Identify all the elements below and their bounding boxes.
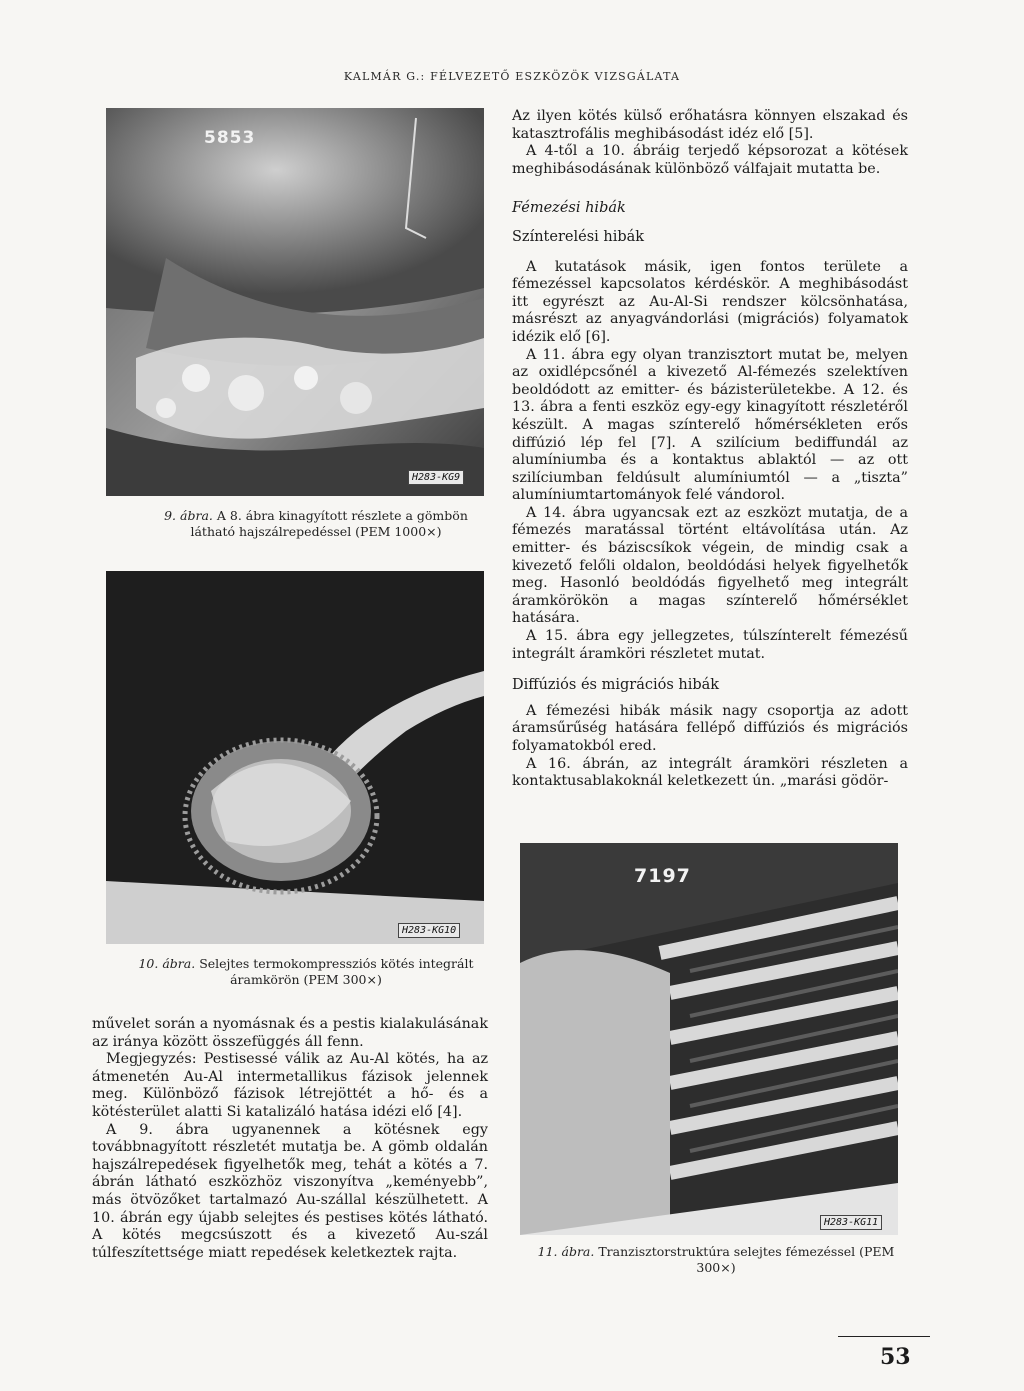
figure-11-image (520, 843, 898, 1235)
figure-10-caption (120, 956, 492, 988)
figure-11-code-label: H283-KG11 (820, 1215, 882, 1230)
figure-10-caption-text: Selejtes termokompressziós kötés integrált áramkörön (PEM 300×) (199, 956, 474, 987)
paragraph: A 11. ábra egy olyan tranzisztort mutat be, melyen az oxidlépcsőnél a kivezető Al-fémezés szelektíven beoldódott az emitter- és bázisterületekbe. A 12. és 13. ábra a fenti eszköz egy-egy kinagyított részletéről készült. A magas színterelő hőmérsékleten erős diffúzió lép fel [7]. A szilícium bediffundál az alumíniumba és a kontaktus ablaktól — az ott szilíciumban feldúsult alumíniumtól — a „tiszta” alumíniumtartományok felé vándorol. (512, 346, 908, 504)
paragraph: A 16. ábrán, az integrált áramköri részleten a kontaktusablakoknál keletkezett ún. „marási gödör- (512, 755, 908, 790)
figure-10-photo (106, 571, 484, 944)
right-column-text (512, 108, 908, 791)
figure-11-caption-text: Tranzisztorstruktúra selejtes fémezéssel (PEM 300×) (598, 1244, 895, 1275)
paragraph: A 14. ábra ugyancsak ezt az eszközt mutatja, de a fémezés maratással történt eltávolítása után. Az emitter- és báziscsíkok végein, de mindig csak a kivezető felőli oldalon, beoldódási helyek figyelhetők meg. Hasonló beoldódás figyelhető meg integrált áramkörökön a magas színterelő hőmérséklet hatására. (512, 504, 908, 627)
paragraph: Megjegyzés: Pestisessé válik az Au-Al kötés, ha az átmenetén Au-Al intermetallikus fázisok jelennek meg. Különböző fázisok létrejöttét a hő- és a kötésterület alatti Si katalizáló hatása idézi elő [4]. (92, 1051, 488, 1120)
figure-9-caption-number: 9. ábra. (164, 508, 213, 523)
figure-11-photo (520, 843, 898, 1235)
paragraph: A fémezési hibák másik nagy csoportja az adott áramsűrűség hatására fellépő diffúziós és migrációs folyamatokból ered. (512, 702, 908, 754)
paragraph: A 4-től a 10. ábráig terjedő képsorozat a kötések meghibásodásának különböző válfajait mutatta be. (512, 143, 908, 177)
paragraph: A 9. ábra ugyanennek a kötésnek egy továbbnagyított részletét mutatja be. A gömb oldalán hajszálrepedések figyelhetők meg, tehát a kötés a 7. ábrán látható eszközhöz viszonyítva „keményebb”, más ötvözőket tartalmazó Au-szállal készülhetett. A 10. ábrán egy újabb selejtes és pestises kötés látható. A kötés megcsúszott és a kivezető Au-szál túlfeszítettsége miatt repedések keletkeztek rajta. (92, 1121, 488, 1261)
figure-11-caption (534, 1244, 898, 1276)
subsection-heading: Diffúziós és migrációs hibák (512, 677, 720, 694)
section-heading: Fémezési hibák (512, 200, 626, 217)
page-number: 53 (880, 1344, 911, 1370)
figure-9-caption-text: A 8. ábra kinagyított részlete a gömbön látható hajszálrepedéssel (PEM 1000×) (190, 508, 468, 539)
paragraph: A 15. ábra egy jellegzetes, túlszínterelt fémezésű integrált áramköri részletet mutat. (512, 628, 908, 662)
figure-9-image (106, 108, 484, 496)
figure-11-caption-number: 11. ábra. (537, 1244, 595, 1259)
figure-10-caption-number: 10. ábra. (138, 956, 196, 971)
figure-10-image (106, 571, 484, 944)
figure-10-code-label: H283-KG10 (398, 923, 460, 938)
paragraph: A kutatások másik, igen fontos területe a fémezéssel kapcsolatos kérdéskör. A meghibásodást itt egyrészt az Au-Al-Si rendszer kölcsönhatása, másrészt az anyagvándorlási (migrációs) folyamatok idézik elő [6]. (512, 258, 908, 345)
page-number-rule (838, 1336, 930, 1337)
figure-9-caption (150, 508, 482, 540)
figure-9-photo (106, 108, 484, 496)
subsection-heading: Színterelési hibák (512, 228, 645, 245)
figure-9-number-label: 5853 (204, 128, 256, 148)
running-header: KALMÁR G.: FÉLVEZETŐ ESZKÖZÖK VIZSGÁLATA (343, 70, 681, 83)
paragraph: Az ilyen kötés külső erőhatásra könnyen elszakad és katasztrofális meghibásodást idéz elő [5]. (512, 108, 908, 142)
figure-11-number-label: 7197 (634, 865, 691, 887)
paragraph: művelet során a nyomásnak és a pestis kialakulásának az iránya között összefüggés áll fenn. (92, 1016, 488, 1050)
figure-9-code-label: H283-KG9 (408, 470, 464, 485)
left-column-text (92, 1016, 488, 1262)
